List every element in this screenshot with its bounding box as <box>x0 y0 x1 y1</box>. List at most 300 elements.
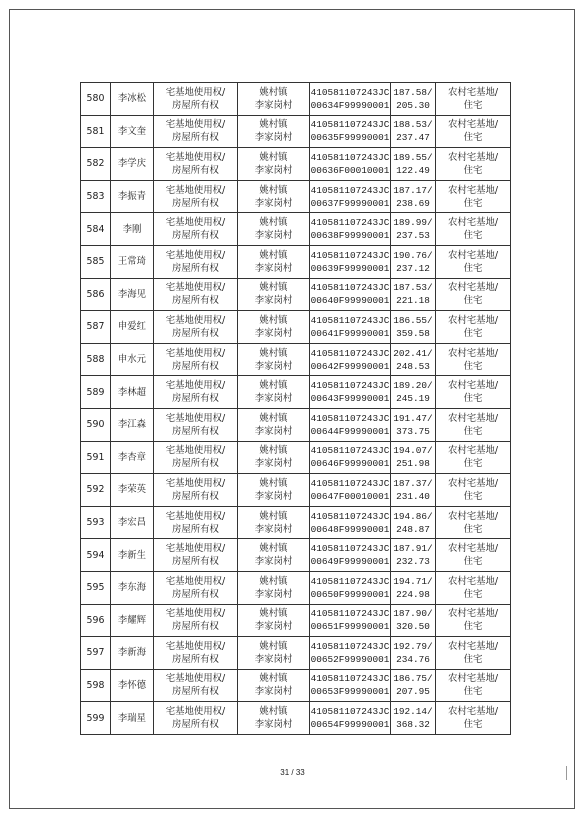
table-row <box>81 408 511 441</box>
cell-unit-code <box>310 669 391 702</box>
cell-area <box>391 669 436 702</box>
cell-area-line-1: 189.55/ <box>393 151 433 163</box>
cell-usage-line-1: 农村宅基地/ <box>447 706 499 718</box>
table-row <box>81 213 511 246</box>
cell-location <box>238 245 310 278</box>
cell-usage-line-1: 农村宅基地/ <box>447 640 499 652</box>
cell-right-type-line-1: 宅基地使用权/ <box>165 445 226 457</box>
cell-usage-line-2: 住宅 <box>463 425 483 437</box>
cell-usage <box>436 180 511 213</box>
cell-location-line-1: 姚村镇 <box>259 380 288 392</box>
cell-location-line-1: 姚村镇 <box>259 151 288 163</box>
cell-number: 594 <box>81 539 111 572</box>
cell-unit-code <box>310 408 391 441</box>
cell-right-type-line-1: 宅基地使用权/ <box>165 673 226 685</box>
cell-area-line-1: 187.90/ <box>393 608 433 620</box>
cell-location-line-1: 姚村镇 <box>259 119 288 131</box>
cell-right-type-line-2: 房屋所有权 <box>172 686 219 698</box>
cell-area-line-2: 237.53 <box>396 230 430 242</box>
cell-unit-code-line-1: 410581107243JC <box>310 119 390 131</box>
cell-unit-code-line-1: 410581107243JC <box>310 673 390 685</box>
cell-number: 580 <box>81 83 111 116</box>
cell-usage <box>436 669 511 702</box>
cell-unit-code-line-1: 410581107243JC <box>310 380 390 392</box>
cell-right-type <box>154 213 238 246</box>
cell-area-line-1: 189.20/ <box>393 380 433 392</box>
cell-area-line-2: 248.87 <box>396 523 430 535</box>
cell-unit-code <box>310 376 391 409</box>
cell-right-type-line-1: 宅基地使用权/ <box>165 477 226 489</box>
cell-usage <box>436 83 511 116</box>
cell-unit-code-line-1: 410581107243JC <box>310 282 390 294</box>
cell-right-type-line-1: 宅基地使用权/ <box>165 314 226 326</box>
cell-owner-name: 李新生 <box>111 539 154 572</box>
cell-unit-code-line-2: 00648F99990001 <box>310 523 390 535</box>
cell-right-type-line-2: 房屋所有权 <box>172 523 219 535</box>
cell-right-type-line-1: 宅基地使用权/ <box>165 86 226 98</box>
cell-usage-line-2: 住宅 <box>463 164 483 176</box>
cell-owner-name: 李新海 <box>111 637 154 670</box>
cell-area-line-2: 234.76 <box>396 653 430 665</box>
cell-right-type-line-2: 房屋所有权 <box>172 621 219 633</box>
cell-right-type-line-2: 房屋所有权 <box>172 132 219 144</box>
cell-usage-line-2: 住宅 <box>463 327 483 339</box>
cell-unit-code-line-2: 00654F99990001 <box>310 719 390 731</box>
cell-location <box>238 180 310 213</box>
cell-right-type <box>154 115 238 148</box>
cell-right-type-line-1: 宅基地使用权/ <box>165 347 226 359</box>
cell-location <box>238 571 310 604</box>
table-row <box>81 474 511 507</box>
cell-right-type-line-1: 宅基地使用权/ <box>165 119 226 131</box>
cell-usage-line-1: 农村宅基地/ <box>447 249 499 261</box>
cell-number: 589 <box>81 376 111 409</box>
cell-usage-line-1: 农村宅基地/ <box>447 673 499 685</box>
cell-area-line-2: 237.47 <box>396 132 430 144</box>
cell-right-type <box>154 637 238 670</box>
cell-right-type-line-1: 宅基地使用权/ <box>165 217 226 229</box>
cell-usage-line-2: 住宅 <box>463 523 483 535</box>
cell-unit-code <box>310 148 391 181</box>
cell-right-type-line-2: 房屋所有权 <box>172 458 219 470</box>
cell-usage-line-2: 住宅 <box>463 197 483 209</box>
cell-unit-code-line-1: 410581107243JC <box>310 445 390 457</box>
cell-right-type-line-2: 房屋所有权 <box>172 393 219 405</box>
cell-number: 581 <box>81 115 111 148</box>
cell-usage <box>436 148 511 181</box>
cell-location-line-2: 李家岗村 <box>254 653 293 665</box>
cell-usage <box>436 571 511 604</box>
cell-usage-line-2: 住宅 <box>463 686 483 698</box>
cell-location-line-1: 姚村镇 <box>259 217 288 229</box>
cell-usage <box>436 702 511 735</box>
cell-location-line-1: 姚村镇 <box>259 543 288 555</box>
cell-location-line-1: 姚村镇 <box>259 412 288 424</box>
table-row <box>81 343 511 376</box>
cell-right-type-line-1: 宅基地使用权/ <box>165 510 226 522</box>
cell-right-type <box>154 506 238 539</box>
table-row <box>81 148 511 181</box>
cell-owner-name: 李刚 <box>111 213 154 246</box>
cell-area-line-2: 232.73 <box>396 556 430 568</box>
cell-area-line-1: 202.41/ <box>393 347 433 359</box>
cell-unit-code-line-2: 00653F99990001 <box>310 686 390 698</box>
cell-number: 582 <box>81 148 111 181</box>
cell-right-type <box>154 539 238 572</box>
cell-right-type-line-2: 房屋所有权 <box>172 490 219 502</box>
cell-number: 583 <box>81 180 111 213</box>
cell-right-type-line-2: 房屋所有权 <box>172 425 219 437</box>
cell-right-type <box>154 343 238 376</box>
cell-area <box>391 180 436 213</box>
cell-area-line-2: 224.98 <box>396 588 430 600</box>
cell-unit-code-line-2: 00652F99990001 <box>310 653 390 665</box>
cell-right-type-line-2: 房屋所有权 <box>172 556 219 568</box>
cell-owner-name: 李东海 <box>111 571 154 604</box>
cell-unit-code-line-2: 00643F99990001 <box>310 393 390 405</box>
cell-unit-code <box>310 571 391 604</box>
cell-right-type-line-2: 房屋所有权 <box>172 197 219 209</box>
cell-right-type-line-1: 宅基地使用权/ <box>165 282 226 294</box>
cell-usage <box>436 376 511 409</box>
cell-unit-code-line-2: 00637F99990001 <box>310 197 390 209</box>
cell-unit-code-line-1: 410581107243JC <box>310 217 390 229</box>
table-row <box>81 441 511 474</box>
cell-right-type <box>154 702 238 735</box>
cell-usage-line-1: 农村宅基地/ <box>447 380 499 392</box>
cell-unit-code <box>310 604 391 637</box>
cell-right-type-line-2: 房屋所有权 <box>172 327 219 339</box>
cell-owner-name: 李江森 <box>111 408 154 441</box>
cell-unit-code-line-1: 410581107243JC <box>310 706 390 718</box>
cell-usage <box>436 213 511 246</box>
cell-unit-code-line-1: 410581107243JC <box>310 249 390 261</box>
cell-usage-line-2: 住宅 <box>463 132 483 144</box>
scan-mark <box>566 766 569 780</box>
cell-usage-line-1: 农村宅基地/ <box>447 445 499 457</box>
table-row <box>81 702 511 735</box>
cell-unit-code-line-2: 00649F99990001 <box>310 556 390 568</box>
cell-unit-code-line-2: 00644F99990001 <box>310 425 390 437</box>
cell-number: 587 <box>81 311 111 344</box>
cell-right-type-line-1: 宅基地使用权/ <box>165 184 226 196</box>
cell-usage-line-1: 农村宅基地/ <box>447 151 499 163</box>
cell-right-type <box>154 311 238 344</box>
cell-usage-line-2: 住宅 <box>463 621 483 633</box>
cell-right-type-line-1: 宅基地使用权/ <box>165 249 226 261</box>
table-row <box>81 376 511 409</box>
cell-location <box>238 669 310 702</box>
cell-usage-line-2: 住宅 <box>463 262 483 274</box>
cell-location-line-1: 姚村镇 <box>259 575 288 587</box>
cell-location-line-1: 姚村镇 <box>259 249 288 261</box>
cell-usage <box>436 506 511 539</box>
cell-usage <box>436 115 511 148</box>
cell-unit-code-line-1: 410581107243JC <box>310 86 390 98</box>
cell-right-type-line-2: 房屋所有权 <box>172 262 219 274</box>
cell-location-line-2: 李家岗村 <box>254 327 293 339</box>
cell-usage-line-1: 农村宅基地/ <box>447 347 499 359</box>
cell-area-line-2: 359.58 <box>396 327 430 339</box>
cell-unit-code-line-2: 00641F99990001 <box>310 327 390 339</box>
cell-area <box>391 343 436 376</box>
cell-unit-code-line-1: 410581107243JC <box>310 151 390 163</box>
cell-area-line-1: 187.91/ <box>393 543 433 555</box>
cell-usage-line-2: 住宅 <box>463 230 483 242</box>
cell-unit-code-line-1: 410581107243JC <box>310 477 390 489</box>
cell-unit-code-line-1: 410581107243JC <box>310 640 390 652</box>
cell-unit-code-line-1: 410581107243JC <box>310 575 390 587</box>
cell-location <box>238 311 310 344</box>
cell-unit-code-line-2: 00642F99990001 <box>310 360 390 372</box>
cell-usage-line-1: 农村宅基地/ <box>447 608 499 620</box>
cell-unit-code-line-2: 00635F99990001 <box>310 132 390 144</box>
cell-location-line-2: 李家岗村 <box>254 621 293 633</box>
cell-area-line-1: 188.53/ <box>393 119 433 131</box>
cell-usage-line-1: 农村宅基地/ <box>447 86 499 98</box>
cell-area <box>391 539 436 572</box>
cell-area-line-1: 192.14/ <box>393 706 433 718</box>
cell-area <box>391 311 436 344</box>
cell-usage-line-1: 农村宅基地/ <box>447 119 499 131</box>
cell-unit-code-line-1: 410581107243JC <box>310 347 390 359</box>
cell-location-line-2: 李家岗村 <box>254 425 293 437</box>
cell-location-line-1: 姚村镇 <box>259 673 288 685</box>
cell-usage <box>436 604 511 637</box>
cell-location-line-1: 姚村镇 <box>259 445 288 457</box>
cell-number: 595 <box>81 571 111 604</box>
cell-unit-code <box>310 115 391 148</box>
cell-owner-name: 李耀辉 <box>111 604 154 637</box>
cell-area-line-2: 207.95 <box>396 686 430 698</box>
cell-owner-name: 李冰松 <box>111 83 154 116</box>
cell-location-line-1: 姚村镇 <box>259 184 288 196</box>
cell-unit-code <box>310 474 391 507</box>
cell-unit-code-line-1: 410581107243JC <box>310 314 390 326</box>
page-number: 31 / 33 <box>280 768 305 777</box>
cell-right-type-line-1: 宅基地使用权/ <box>165 543 226 555</box>
cell-right-type <box>154 83 238 116</box>
cell-usage-line-2: 住宅 <box>463 393 483 405</box>
cell-area-line-2: 245.19 <box>396 393 430 405</box>
cell-right-type <box>154 441 238 474</box>
cell-area-line-1: 194.07/ <box>393 445 433 457</box>
cell-right-type-line-2: 房屋所有权 <box>172 164 219 176</box>
cell-location-line-1: 姚村镇 <box>259 640 288 652</box>
cell-usage <box>436 637 511 670</box>
cell-right-type-line-2: 房屋所有权 <box>172 295 219 307</box>
cell-usage-line-2: 住宅 <box>463 99 483 111</box>
cell-usage-line-2: 住宅 <box>463 490 483 502</box>
cell-location-line-2: 李家岗村 <box>254 99 293 111</box>
registration-table <box>80 82 511 735</box>
cell-area <box>391 278 436 311</box>
cell-area-line-2: 248.53 <box>396 360 430 372</box>
cell-usage-line-1: 农村宅基地/ <box>447 510 499 522</box>
cell-area-line-1: 191.47/ <box>393 412 433 424</box>
cell-usage-line-1: 农村宅基地/ <box>447 184 499 196</box>
cell-location-line-1: 姚村镇 <box>259 347 288 359</box>
table-row <box>81 506 511 539</box>
cell-usage-line-1: 农村宅基地/ <box>447 217 499 229</box>
cell-number: 592 <box>81 474 111 507</box>
cell-unit-code <box>310 83 391 116</box>
cell-usage-line-1: 农村宅基地/ <box>447 282 499 294</box>
cell-right-type-line-2: 房屋所有权 <box>172 99 219 111</box>
table-row <box>81 669 511 702</box>
cell-location <box>238 441 310 474</box>
cell-right-type-line-1: 宅基地使用权/ <box>165 412 226 424</box>
cell-unit-code-line-2: 00640F99990001 <box>310 295 390 307</box>
cell-unit-code <box>310 539 391 572</box>
cell-owner-name: 李怀德 <box>111 669 154 702</box>
cell-location-line-2: 李家岗村 <box>254 262 293 274</box>
cell-number: 599 <box>81 702 111 735</box>
cell-area-line-1: 189.99/ <box>393 217 433 229</box>
cell-location-line-1: 姚村镇 <box>259 477 288 489</box>
cell-owner-name: 李杏章 <box>111 441 154 474</box>
cell-area-line-2: 320.50 <box>396 621 430 633</box>
cell-location-line-2: 李家岗村 <box>254 588 293 600</box>
cell-right-type-line-2: 房屋所有权 <box>172 719 219 731</box>
cell-location-line-1: 姚村镇 <box>259 608 288 620</box>
table-row <box>81 571 511 604</box>
cell-right-type <box>154 474 238 507</box>
cell-right-type <box>154 376 238 409</box>
cell-unit-code <box>310 245 391 278</box>
cell-unit-code-line-1: 410581107243JC <box>310 412 390 424</box>
cell-usage <box>436 539 511 572</box>
cell-number: 585 <box>81 245 111 278</box>
cell-usage <box>436 474 511 507</box>
cell-area-line-1: 187.17/ <box>393 184 433 196</box>
cell-right-type <box>154 148 238 181</box>
cell-unit-code <box>310 702 391 735</box>
cell-location <box>238 83 310 116</box>
cell-area <box>391 83 436 116</box>
cell-area-line-1: 194.86/ <box>393 510 433 522</box>
cell-unit-code <box>310 441 391 474</box>
cell-area <box>391 245 436 278</box>
cell-right-type <box>154 245 238 278</box>
cell-usage <box>436 408 511 441</box>
cell-right-type <box>154 571 238 604</box>
cell-location-line-2: 李家岗村 <box>254 458 293 470</box>
cell-number: 584 <box>81 213 111 246</box>
cell-usage-line-1: 农村宅基地/ <box>447 477 499 489</box>
cell-location-line-2: 李家岗村 <box>254 490 293 502</box>
cell-right-type <box>154 669 238 702</box>
cell-area-line-2: 238.69 <box>396 197 430 209</box>
cell-number: 590 <box>81 408 111 441</box>
cell-usage <box>436 343 511 376</box>
cell-unit-code <box>310 180 391 213</box>
cell-area <box>391 637 436 670</box>
cell-location <box>238 637 310 670</box>
cell-right-type <box>154 604 238 637</box>
cell-unit-code-line-1: 410581107243JC <box>310 543 390 555</box>
cell-area-line-2: 205.30 <box>396 99 430 111</box>
cell-location <box>238 213 310 246</box>
cell-location-line-1: 姚村镇 <box>259 86 288 98</box>
cell-unit-code-line-2: 00651F99990001 <box>310 621 390 633</box>
cell-usage-line-2: 住宅 <box>463 295 483 307</box>
cell-unit-code-line-2: 00638F99990001 <box>310 230 390 242</box>
table-row <box>81 245 511 278</box>
cell-area <box>391 474 436 507</box>
cell-location <box>238 604 310 637</box>
cell-location-line-2: 李家岗村 <box>254 360 293 372</box>
table-row <box>81 539 511 572</box>
cell-area <box>391 506 436 539</box>
cell-location <box>238 474 310 507</box>
cell-area <box>391 376 436 409</box>
cell-unit-code-line-2: 00647F00010001 <box>310 490 390 502</box>
table-row <box>81 83 511 116</box>
cell-area-line-2: 221.18 <box>396 295 430 307</box>
cell-usage-line-2: 住宅 <box>463 360 483 372</box>
cell-usage <box>436 245 511 278</box>
cell-unit-code <box>310 637 391 670</box>
cell-location <box>238 148 310 181</box>
cell-location <box>238 278 310 311</box>
cell-owner-name: 李瑞星 <box>111 702 154 735</box>
table-row <box>81 115 511 148</box>
cell-unit-code <box>310 213 391 246</box>
cell-area-line-2: 237.12 <box>396 262 430 274</box>
cell-area <box>391 702 436 735</box>
cell-right-type-line-1: 宅基地使用权/ <box>165 575 226 587</box>
cell-location <box>238 115 310 148</box>
cell-area-line-1: 190.76/ <box>393 249 433 261</box>
cell-location-line-2: 李家岗村 <box>254 132 293 144</box>
cell-location-line-1: 姚村镇 <box>259 314 288 326</box>
table-row <box>81 637 511 670</box>
table-body <box>81 83 511 735</box>
cell-area <box>391 148 436 181</box>
cell-usage <box>436 278 511 311</box>
cell-location-line-2: 李家岗村 <box>254 686 293 698</box>
cell-area <box>391 441 436 474</box>
cell-unit-code <box>310 343 391 376</box>
cell-area <box>391 408 436 441</box>
cell-unit-code-line-2: 00639F99990001 <box>310 262 390 274</box>
cell-area-line-2: 251.98 <box>396 458 430 470</box>
cell-area-line-1: 186.55/ <box>393 314 433 326</box>
cell-area-line-1: 194.71/ <box>393 575 433 587</box>
cell-location-line-1: 姚村镇 <box>259 510 288 522</box>
cell-usage <box>436 311 511 344</box>
table-row <box>81 604 511 637</box>
cell-owner-name: 王常琦 <box>111 245 154 278</box>
cell-location <box>238 408 310 441</box>
cell-usage-line-2: 住宅 <box>463 719 483 731</box>
table-row <box>81 278 511 311</box>
cell-area <box>391 604 436 637</box>
cell-right-type <box>154 278 238 311</box>
cell-right-type-line-2: 房屋所有权 <box>172 653 219 665</box>
cell-location-line-2: 李家岗村 <box>254 164 293 176</box>
cell-unit-code-line-2: 00634F99990001 <box>310 99 390 111</box>
cell-owner-name: 李振青 <box>111 180 154 213</box>
cell-location <box>238 376 310 409</box>
cell-area-line-1: 187.37/ <box>393 477 433 489</box>
cell-right-type-line-1: 宅基地使用权/ <box>165 380 226 392</box>
cell-location-line-2: 李家岗村 <box>254 197 293 209</box>
cell-number: 593 <box>81 506 111 539</box>
cell-right-type-line-2: 房屋所有权 <box>172 588 219 600</box>
cell-unit-code <box>310 278 391 311</box>
